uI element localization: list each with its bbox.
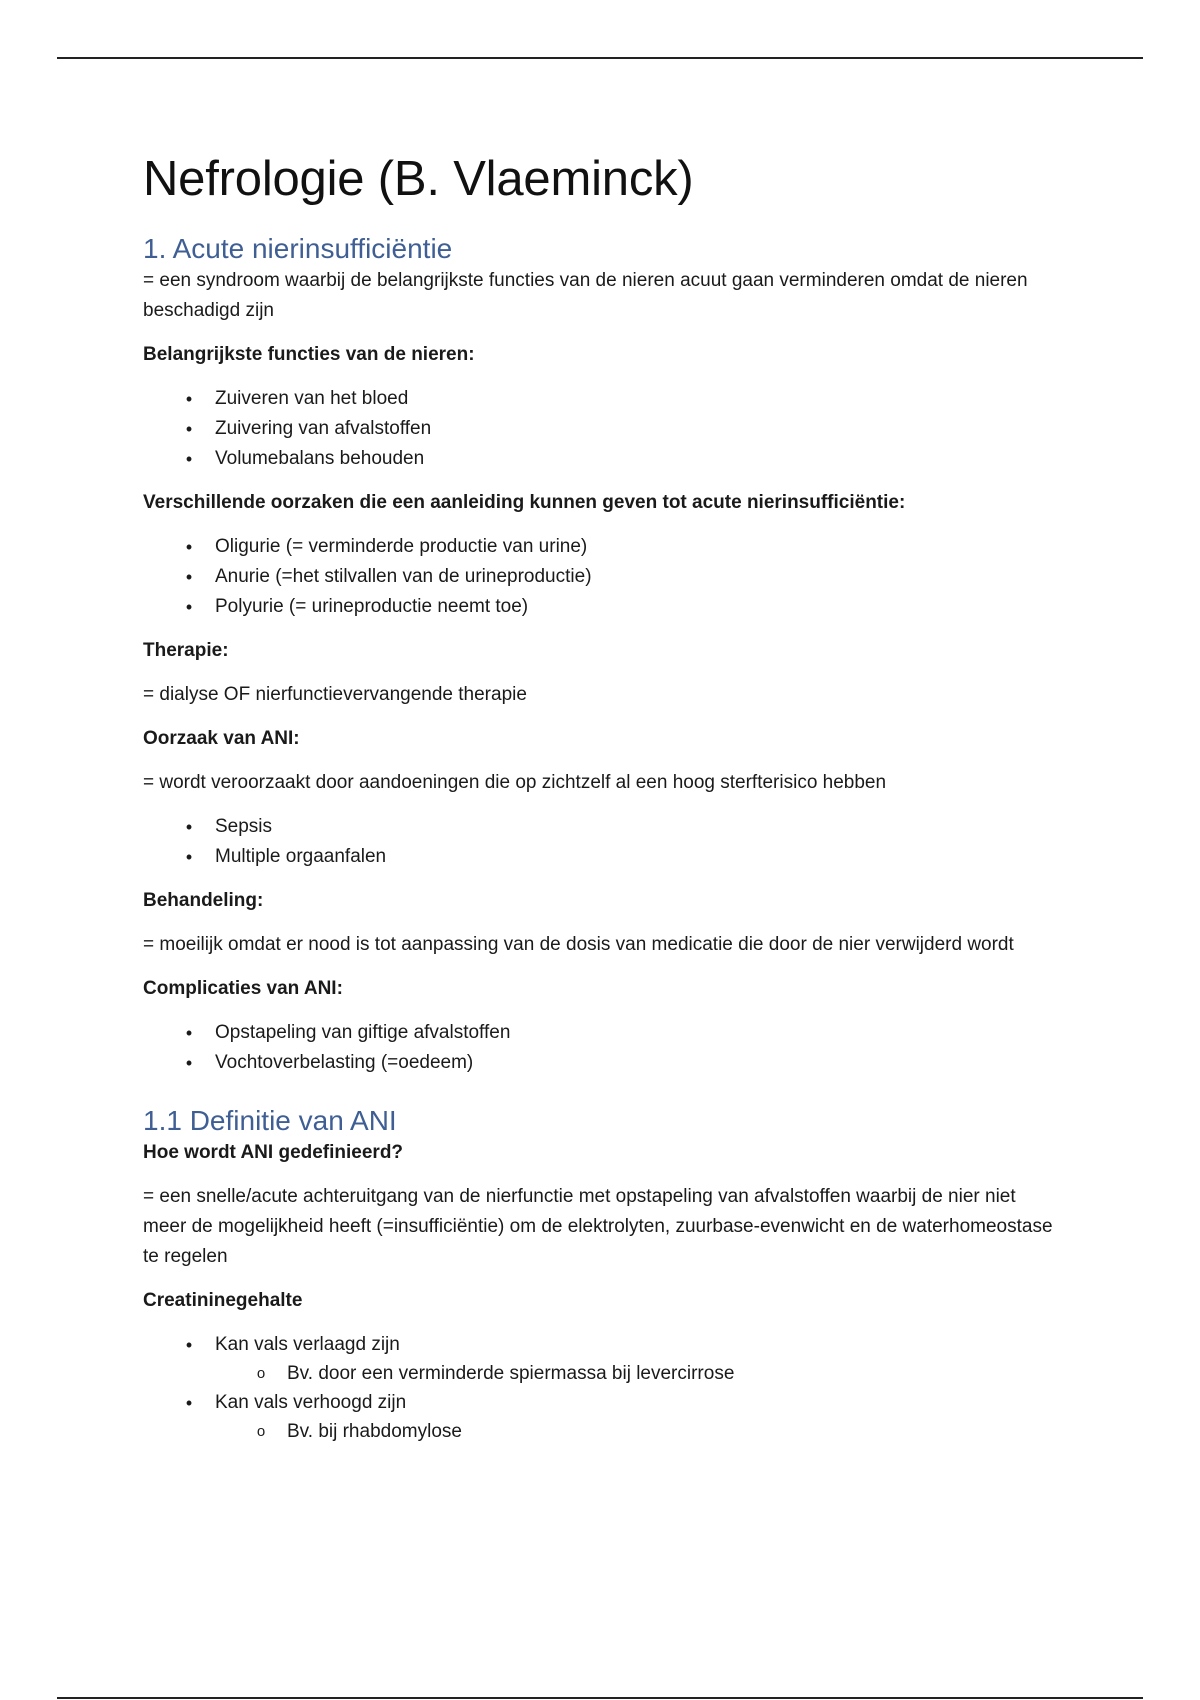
bullet-icon: • [185,1053,193,1073]
bullet-icon: • [185,567,193,587]
section2-definition: = een snelle/acute achteruitgang van de nierfunctie met opstapeling van afvalstoffen waarbij de nier niet meer de mogelijkheid heeft (=insufficiëntie) om de elektrolyten, zuurbase-evenwicht en de waterhomeostase te regelen [143,1186,1053,1267]
treatment-text: = moeilijk omdat er nood is tot aanpassing van de dosis van medicatie die door de nier verwijderd wordt [143,934,1014,955]
section-heading-definitie-ani: 1.1 Definitie van ANI [143,1105,397,1136]
list-item: • Oligurie (= verminderde productie van urine) [143,532,1063,562]
bullet-icon: • [185,847,193,867]
list-item: • Multiple orgaanfalen [143,842,1063,872]
sub-list-item: o Bv. door een verminderde spiermassa bij levercirrose [215,1360,1063,1388]
sub-list-item: o Bv. bij rhabdomylose [215,1418,1063,1446]
functions-list [143,384,1063,474]
circle-bullet-icon: o [256,1365,266,1382]
bullet-icon: • [185,1023,193,1043]
list-item: • Kan vals verhoogd zijn o Bv. bij rhabdomylose [143,1388,1063,1446]
header-rule [57,57,1143,59]
bullet-icon: • [185,1335,193,1355]
treatment-heading: Behandeling: [143,890,264,911]
cause-ani-heading: Oorzaak van ANI: [143,728,300,749]
section1-definition: = een syndroom waarbij de belangrijkste functies van de nieren acuut gaan verminderen omdat de nieren beschadigd zijn [143,270,1028,321]
bullet-icon: • [185,1393,193,1413]
list-item: • Sepsis [143,812,1063,842]
bullet-icon: • [185,389,193,409]
bullet-icon: • [185,597,193,617]
bullet-icon: • [185,537,193,557]
document-body [143,150,1063,1460]
bullet-icon: • [185,419,193,439]
complications-heading: Complicaties van ANI: [143,978,343,999]
creatinine-heading: Creatininegehalte [143,1290,303,1311]
list-item: • Vochtoverbelasting (=oedeem) [143,1048,1063,1078]
list-item: • Zuivering van afvalstoffen [143,414,1063,444]
list-item: • Anurie (=het stilvallen van de urineproductie) [143,562,1063,592]
causes-list [143,532,1063,622]
sub-list [215,1360,1063,1388]
therapy-text: = dialyse OF nierfunctievervangende therapie [143,684,527,705]
causes-heading: Verschillende oorzaken die een aanleiding kunnen geven tot acute nierinsufficiëntie: [143,492,906,513]
bullet-icon: • [185,449,193,469]
cause-ani-text: = wordt veroorzaakt door aandoeningen die op zichtzelf al een hoog sterfterisico hebben [143,772,887,793]
list-item: • Opstapeling van giftige afvalstoffen [143,1018,1063,1048]
list-item: • Volumebalans behouden [143,444,1063,474]
complications-list [143,1018,1063,1078]
functions-heading: Belangrijkste functies van de nieren: [143,344,475,365]
cause-ani-list [143,812,1063,872]
footer-rule [57,1697,1143,1699]
list-item: • Zuiveren van het bloed [143,384,1063,414]
sub-list [215,1418,1063,1446]
section-heading-acute-nierinsufficientie: 1. Acute nierinsufficiëntie [143,233,453,264]
list-item: • Kan vals verlaagd zijn o Bv. door een verminderde spiermassa bij levercirrose [143,1330,1063,1388]
therapy-heading: Therapie: [143,640,229,661]
list-item: • Polyurie (= urineproductie neemt toe) [143,592,1063,622]
definition-question: Hoe wordt ANI gedefinieerd? [143,1142,404,1163]
bullet-icon: • [185,817,193,837]
document-title: Nefrologie (B. Vlaeminck) [143,152,694,206]
creatinine-list [143,1330,1063,1446]
circle-bullet-icon: o [256,1423,266,1440]
